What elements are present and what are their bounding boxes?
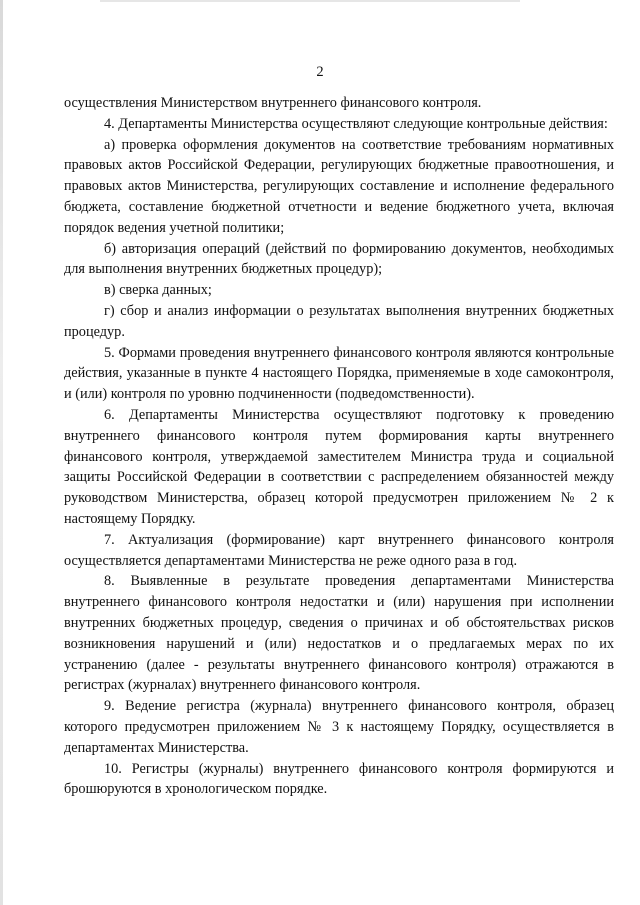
paragraph-subitem-v: в) сверка данных;	[104, 282, 212, 299]
page-number: 2	[316, 64, 324, 80]
paragraph-item-9: 9. Ведение регистра (журнала) внутреннего финансового контроля, образец которого предусмотрен приложением № 3 к настоящему Порядку, осуществляется в департаментах Министерства.	[64, 698, 614, 756]
paragraph-item-7: 7. Актуализация (формирование) карт внутреннего финансового контроля осуществляется департаментами Министерства не реже одного раза в год.	[64, 531, 614, 569]
paragraph-item-5: 5. Формами проведения внутреннего финансового контроля являются контрольные действия, указанные в пункте 4 настоящего Порядка, применяемые в ходе самоконтроля, и (или) контроля по уровню подчиненности (подведомственности).	[64, 344, 614, 403]
paragraph-subitem-g: г) сбор и анализ информации о результатах выполнения внутренних бюджетных процедур.	[64, 302, 614, 340]
paragraph-continuation: осуществления Министерством внутреннего финансового контроля.	[64, 95, 482, 111]
document-body	[64, 93, 614, 800]
scan-edge-shadow	[0, 0, 3, 905]
paragraph-subitem-a: а) проверка оформления документов на соответствие требованиям нормативных правовых актов Российской Федерации, регулирующих бюджетные правоотношения, и правовых актов Министерства, регулирующих составление и исполнение федерального бюджета, составление бюджетной отчетности и ведение бюджетного учета, включая порядок ведения учетной политики;	[64, 136, 614, 236]
paragraph-subitem-b: б) авторизация операций (действий по формированию документов, необходимых для выполнения внутренних бюджетных процедур);	[64, 240, 614, 278]
paragraph-item-8: 8. Выявленные в результате проведения департаментами Министерства внутреннего финансового контроля недостатки и (или) нарушения при исполнении внутренних бюджетных процедур, сведения о причинах и об обстоятельствах рисков возникновения нарушений и (или) недостатков и о предлагаемых мерах по их устранению (далее - результаты внутреннего финансового контроля) отражаются в регистрах (журналах) внутреннего финансового контроля.	[64, 573, 614, 694]
scan-top-mark	[100, 0, 520, 2]
paragraph-item-4: 4. Департаменты Министерства осуществляют следующие контрольные действия:	[104, 115, 608, 132]
paragraph-item-10: 10. Регистры (журналы) внутреннего финансового контроля формируются и брошюруются в хронологическом порядке.	[64, 760, 614, 798]
paragraph-item-6: 6. Департаменты Министерства осуществляют подготовку к проведению внутреннего финансового контроля путем формирования карты внутреннего финансового контроля, утверждаемой заместителем Министра труда и социальной защиты Российской Федерации в соответствии с распределением обязанностей между руководством Министерства, образец которой предусмотрен приложением № 2 к настоящему Порядку.	[64, 406, 614, 527]
